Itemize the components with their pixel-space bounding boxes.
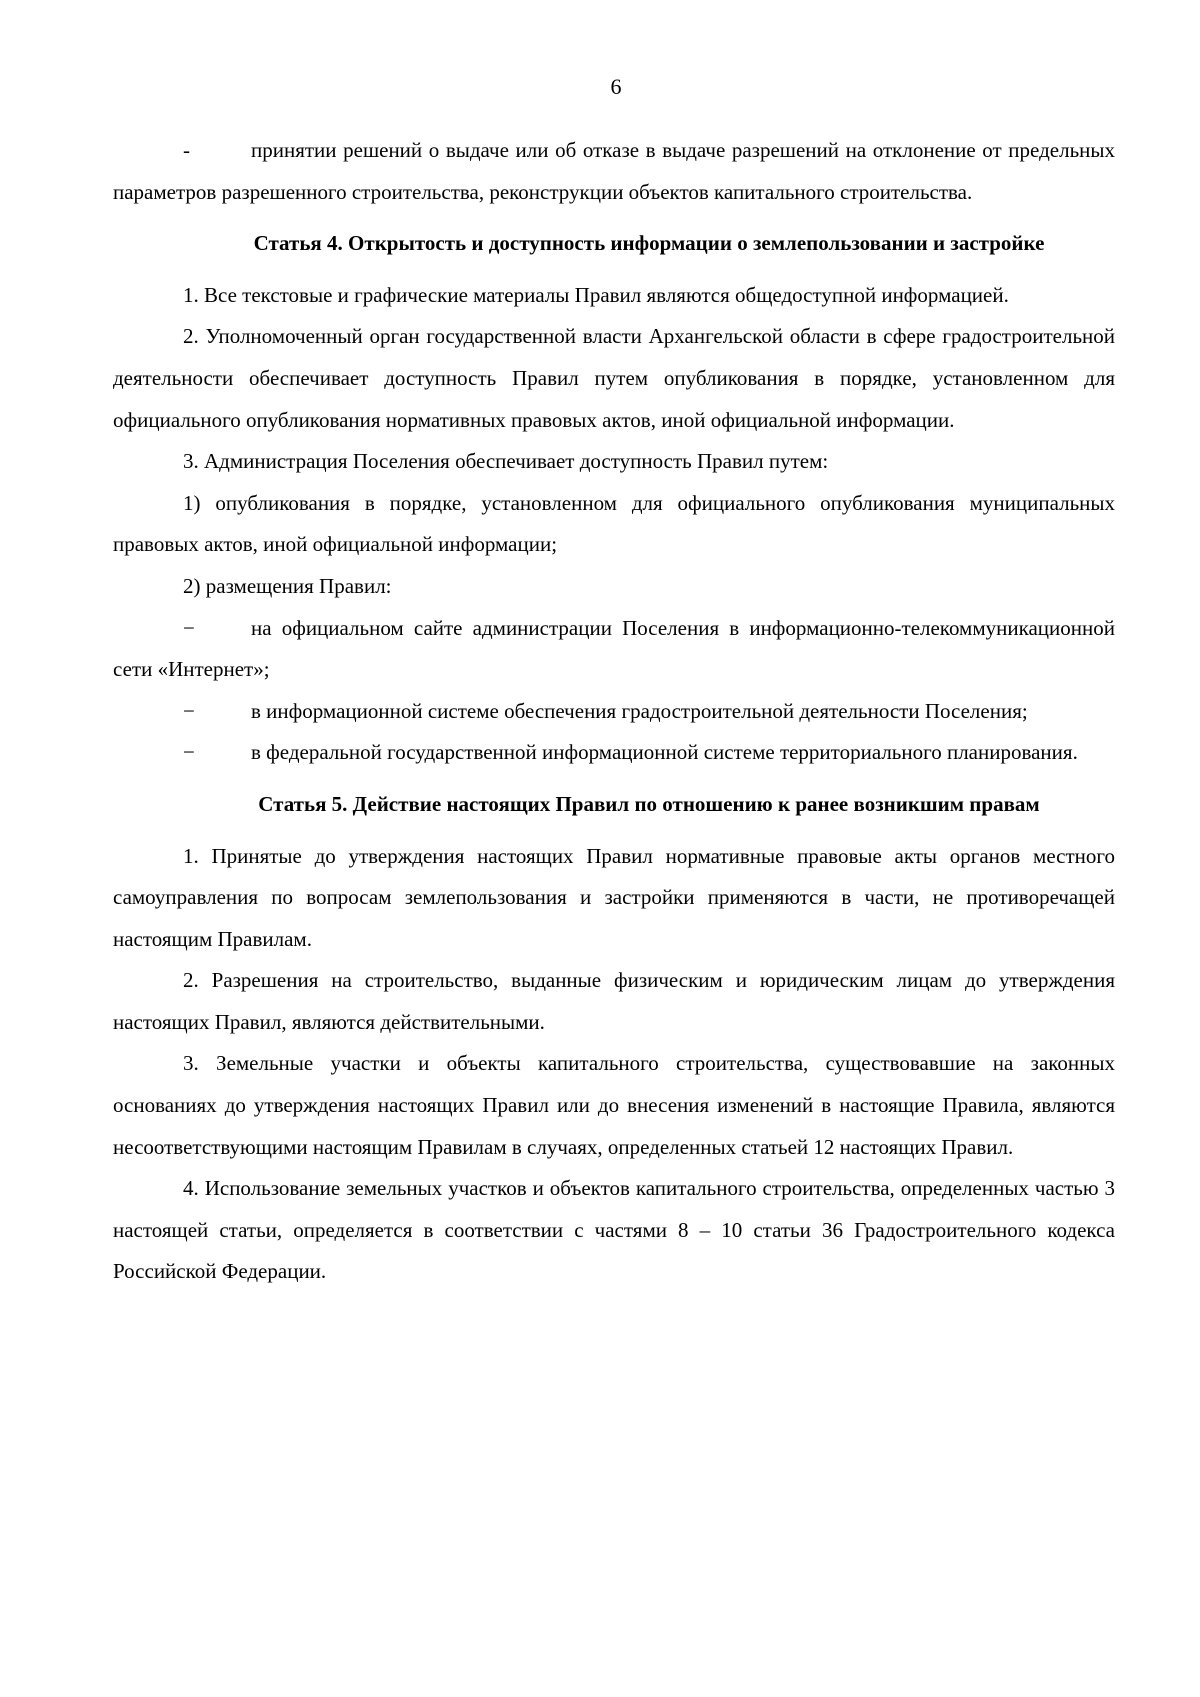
article-5-clause-2: 2. Разрешения на строительство, выданные физическим и юридическим лицам до утверждения настоящих Правил, являются действительными. — [113, 968, 1115, 1034]
article-4-clause-3-item-1: 1) опубликования в порядке, установленном для официального опубликования муниципальных правовых актов, иной официальной информации; — [113, 490, 1115, 557]
dash-marker: - — [183, 138, 190, 162]
document-body — [113, 130, 1115, 1293]
article-4-clause-3-item-2: 2) размещения Правил: — [183, 573, 392, 598]
article-4-clause-2: 2. Уполномоченный орган государственной власти Архангельской области в сфере градостроительной деятельности обеспечивает доступность Правил путем опубликования в порядке, установленном для официального опубликования нормативных правовых актов, иной официальной информации. — [113, 324, 1115, 432]
article-5-clause-4: 4. Использование земельных участков и объектов капитального строительства, определенных частью 3 настоящей статьи, определяется в соответствии с частями 8 – 10 статьи 36 Градостроительного кодекса Российской Федерации. — [113, 1176, 1115, 1284]
article-5-heading: Статья 5. Действие настоящих Правил по отношению к ранее возникшим правам — [258, 791, 1040, 816]
list-item-text: на официальном сайте администрации Поселения в информационно-телекоммуникационной сети «Интернет»; — [113, 615, 1115, 682]
list-item-website — [113, 608, 1115, 691]
page-number: 6 — [610, 74, 622, 99]
article-4-heading: Статья 4. Открытость и доступность информации о землепользовании и застройке — [253, 231, 1045, 256]
list-item-decision — [113, 130, 1115, 213]
article-4-clause-3: 3. Администрация Поселения обеспечивает доступность Правил путем: — [183, 449, 829, 474]
dash-marker: − — [183, 740, 195, 765]
list-item-text: в информационной системе обеспечения градостроительной деятельности Поселения; — [251, 698, 1028, 723]
list-item-text: в федеральной государственной информационной системе территориального планирования. — [251, 740, 1078, 765]
dash-marker: − — [183, 698, 195, 723]
list-item-text: принятии решений о выдаче или об отказе в выдаче разрешений на отклонение от предельных параметров разрешенного строительства, реконструкции объектов капитального строительства. — [113, 138, 1115, 204]
dash-marker: − — [183, 615, 195, 640]
article-5-clause-1: 1. Принятые до утверждения настоящих Правил нормативные правовые акты органов местного самоуправления по вопросам землепользования и застройки применяются в части, не противоречащей настоящим Правилам. — [113, 843, 1115, 951]
article-4-clause-1: 1. Все текстовые и графические материалы Правил являются общедоступной информацией. — [183, 282, 1009, 307]
list-item-info-system — [113, 691, 1115, 733]
list-item-federal-system — [113, 732, 1115, 774]
article-5-clause-3: 3. Земельные участки и объекты капитального строительства, существовавшие на законных основаниях до утверждения настоящих Правил или до внесения изменений в настоящие Правила, являются несоответствующими настоящим Правилам в случаях, определенных статьей 12 настоящих Правил. — [113, 1051, 1115, 1159]
